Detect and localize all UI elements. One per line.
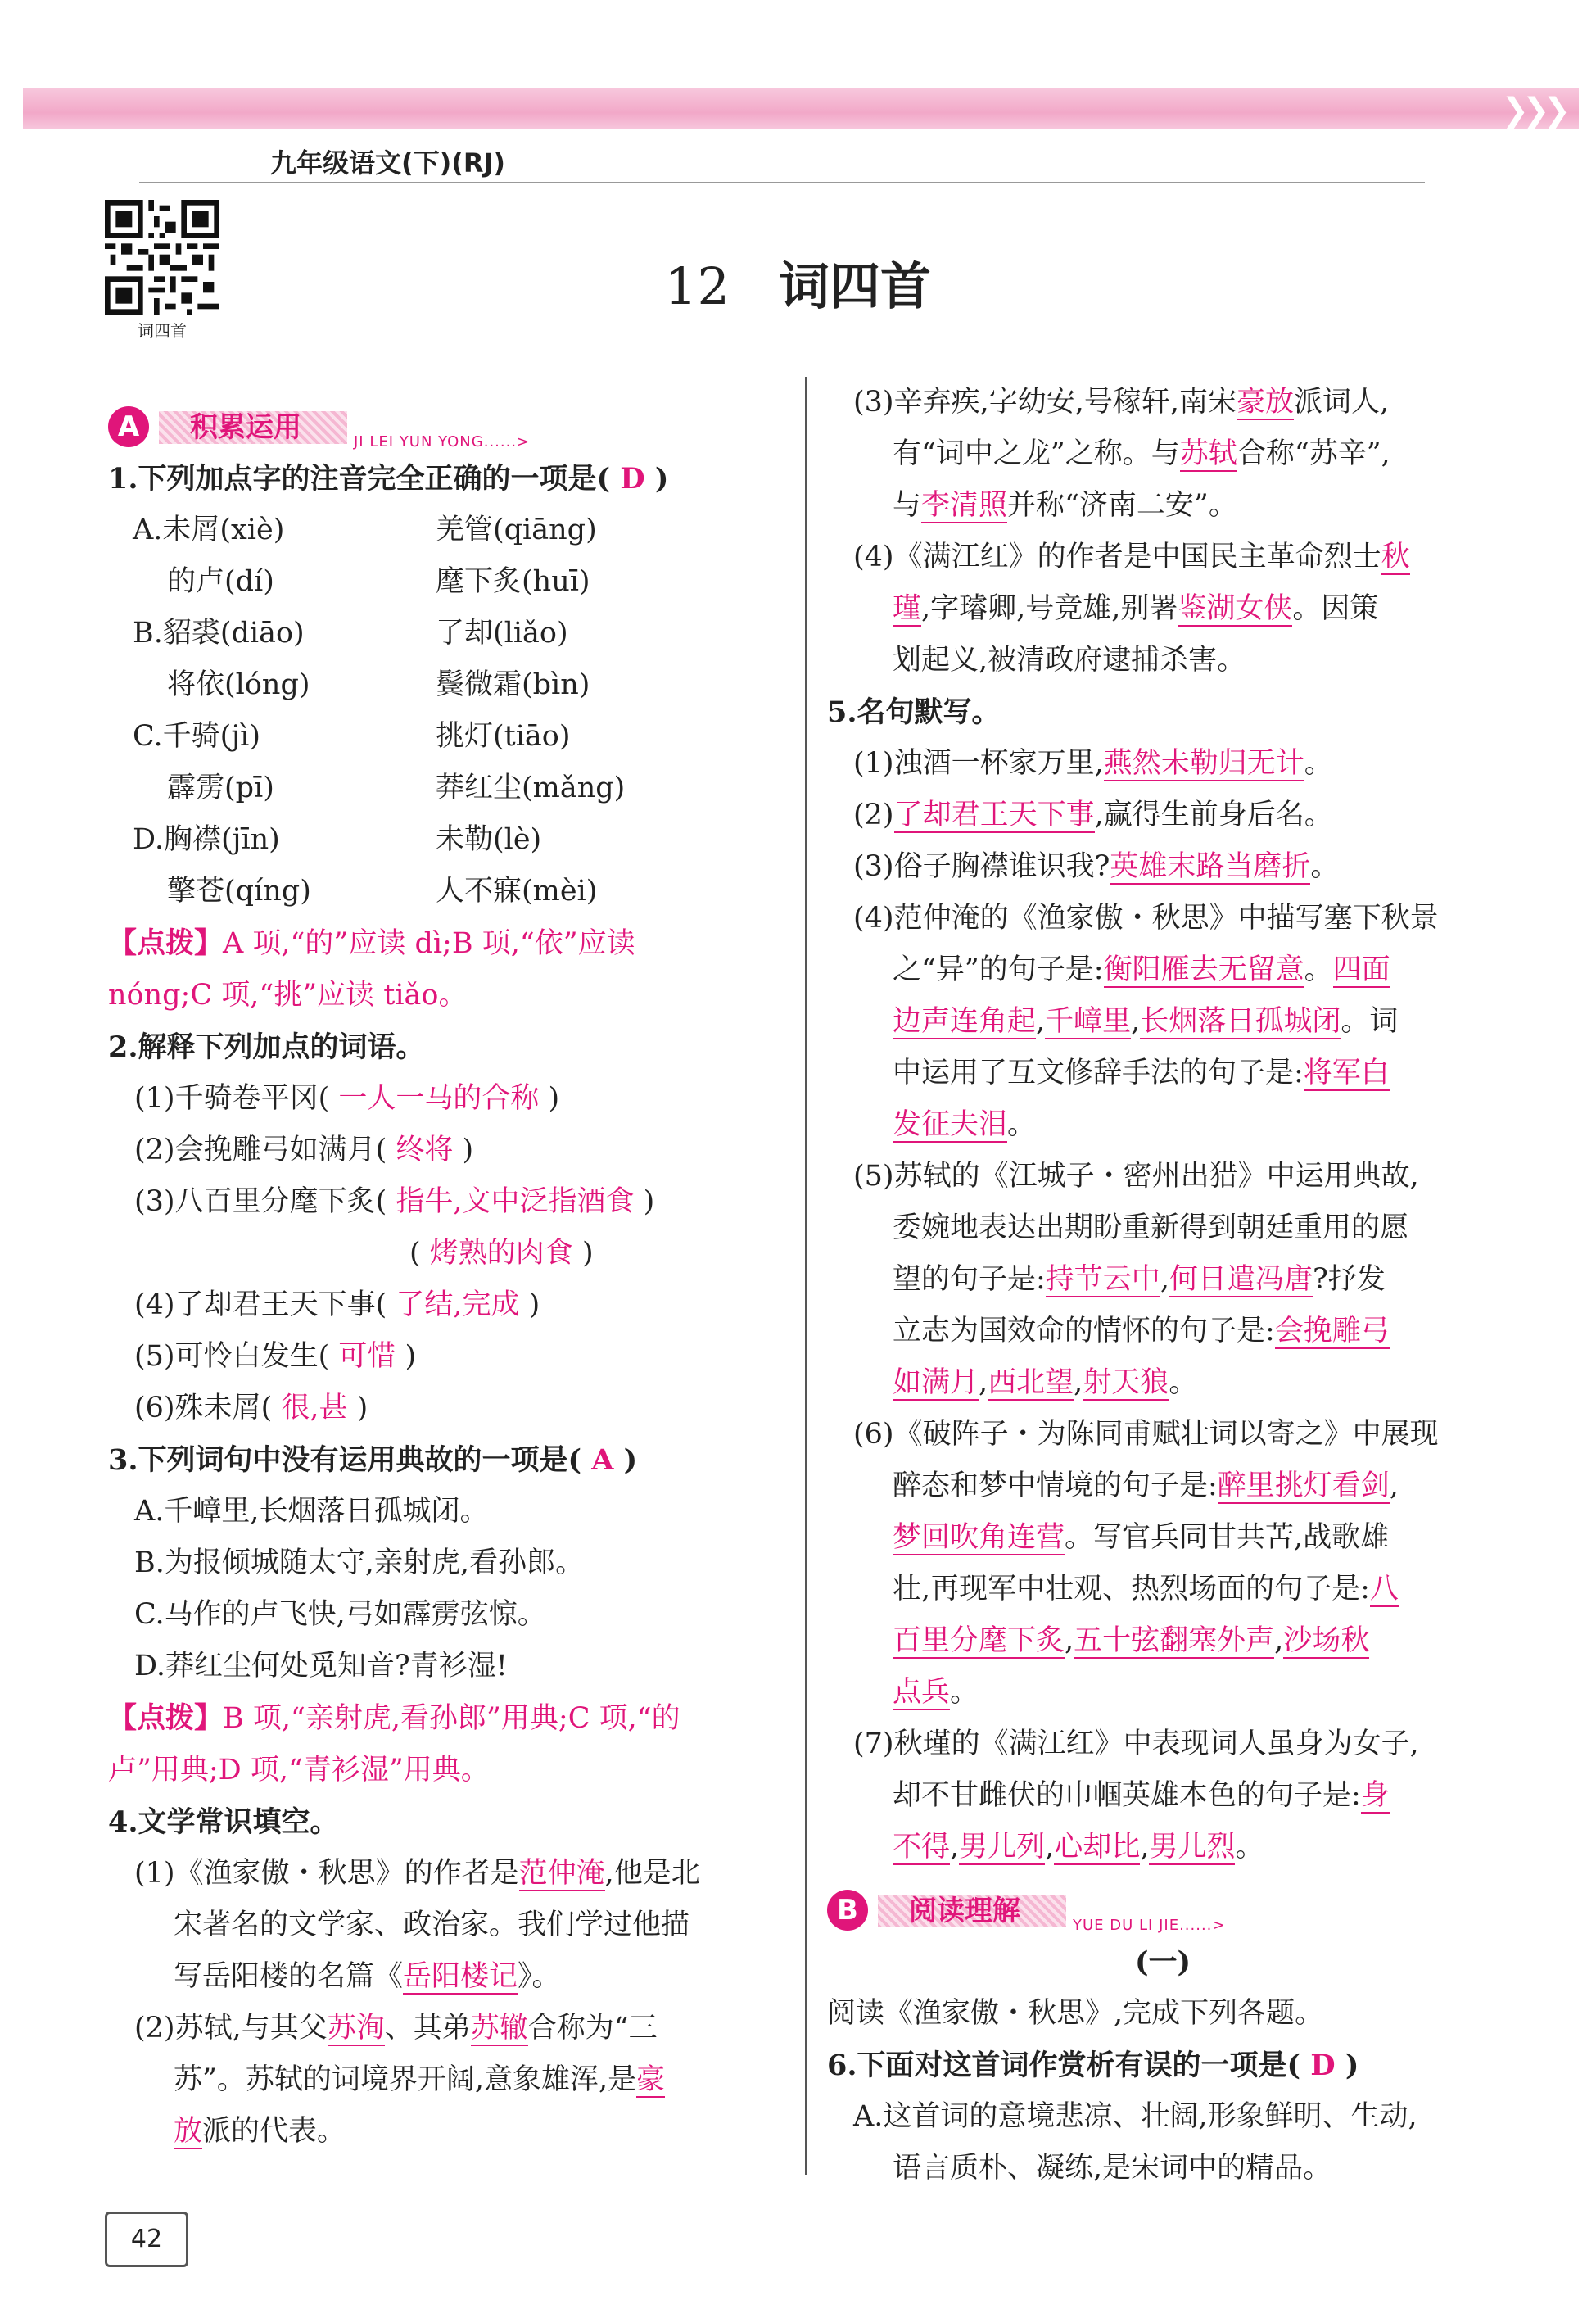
q2-item [108,1176,780,1228]
q1-option: 未勒(lè) [436,823,542,856]
tip-tag: 【点拨】 [108,926,224,960]
q2-stem: 2.解释下列加点的词语。 [108,1030,425,1064]
q5-item-cont [827,996,1499,1048]
q1-option: 了却(liǎo) [436,617,568,650]
fill-answer: 不得 [893,1831,951,1863]
q4-item-cont [827,428,1499,480]
q2-close: ) [643,1185,655,1218]
q4-item [108,2003,780,2054]
q5-item-cont [827,1099,1499,1151]
q4-item-cont: 宋著名的文学家、政治家。我们学过他描 [174,1909,690,1941]
text: 。写官兵同甘共苦,战歌雄 [1065,1521,1390,1554]
text: , [1036,1005,1046,1038]
q1-option: 的卢(dí) [167,565,274,598]
tip-tag: 【点拨】 [108,1701,224,1735]
fill-answer: 男儿列 [959,1831,1046,1863]
fill-answer: 英雄末路当磨折 [1110,850,1311,883]
text: ,字璿卿,号竞雄,别署 [921,592,1178,625]
text: 合称“苏辛”, [1237,437,1390,470]
q5-item-cont [827,1512,1499,1564]
fill-answer: 长烟落日孤城闭 [1140,1005,1341,1038]
q4-item [827,532,1499,583]
text: (1)《渔家傲・秋思》的作者是 [134,1857,519,1890]
text: 并称“济南二安”。 [1007,489,1237,522]
q6-close: ) [1345,2049,1359,2082]
q5-item-cont [827,1460,1499,1512]
text: , [1389,1469,1399,1502]
text: , [979,1366,988,1399]
fill-answer: 豪 [636,2063,666,2096]
text: 派词人, [1293,386,1390,419]
q1-stem-text: 1.下列加点字的注音完全正确的一项是( [108,462,611,496]
q2-prompt: (6)殊未屑( [134,1392,273,1424]
q1-tip-cont: nóng;C 项,“挑”应读 tiǎo。 [108,979,468,1012]
q3-option: C.马作的卢飞快,弓如霹雳弦惊。 [134,1598,546,1631]
q5-item-cont [827,1564,1499,1615]
chevron-decoration-icon: ❯❯❯ [1501,92,1564,129]
q5-item [827,738,1499,790]
q2-item [108,1125,780,1176]
fill-answer: 四面 [1332,953,1390,986]
q2-close: ) [356,1392,368,1424]
fill-answer: 会挽雕弓 [1274,1315,1390,1347]
q3-tip-cont: 卢”用典;D 项,“青衫湿”用典。 [108,1754,490,1786]
q2-answer: 指牛,文中泛指酒食 [396,1185,635,1218]
q4-item [108,1848,780,1900]
fill-answer: 豪放 [1236,386,1294,419]
text: , [1065,1624,1074,1657]
fill-answer: 八 [1369,1573,1399,1605]
text: , [1140,1831,1150,1863]
q5-item-cont [827,1306,1499,1357]
q4-item-cont [108,2106,780,2158]
q2-item [108,1228,780,1279]
fill-answer: 衡阳雁去无留意 [1103,953,1304,986]
q3-tip [108,1692,780,1745]
text: , [1131,1005,1141,1038]
fill-answer: 秋 [1381,541,1410,573]
q2-prompt: (3)八百里分麾下炙( [134,1185,387,1218]
fill-answer: 岳阳楼记 [403,1960,518,1993]
page-header [139,136,1425,183]
q1-option: 人不寐(mèi) [436,875,598,908]
fill-answer: 心却比 [1054,1831,1141,1863]
q2-item [108,1331,780,1383]
fill-answer: 持节云中 [1045,1263,1160,1296]
text: (3)俗子胸襟谁识我? [853,850,1110,883]
text: (4)《满江红》的作者是中国民主革命烈士 [853,541,1381,573]
q1-option: 麾下炙(huī) [436,565,590,598]
fill-answer: 千嶂里 [1045,1005,1132,1038]
q1-answer: D [620,462,645,496]
text: 。 [1310,850,1340,883]
q1-row [108,711,780,763]
q5-item-cont [827,1048,1499,1099]
text: 合称为“三 [527,2012,658,2045]
q1-option: 将依(lóng) [167,668,310,701]
text: 望的句子是: [893,1263,1046,1296]
top-banner [23,88,1579,129]
q2-close: ) [581,1237,594,1270]
q6-option: A.这首词的意境悲凉、壮阔,形象鲜明、生动, [853,2100,1417,2133]
q5-item-cont [827,1254,1499,1306]
section-b-badge: B [827,1890,868,1931]
text: 。词 [1341,1005,1399,1038]
q6-stem [827,2040,1499,2091]
right-column [827,377,1499,2194]
q5-item-cont [827,1667,1499,1718]
text: (3)辛弃疾,字幼安,号稼轩,南宋 [853,386,1237,419]
q4-item-cont [108,1951,780,2003]
q1-row [108,505,780,556]
fill-answer: 范仲淹 [518,1857,605,1890]
text: 中运用了互文修辞手法的句子是: [893,1057,1304,1089]
fill-answer: 苏洵 [327,2012,385,2045]
fill-answer: 射天狼 [1083,1366,1169,1399]
text: 。 [1304,747,1333,780]
q1-option: A.未屑(xiè) [133,514,285,546]
section-a-badge: A [108,406,149,447]
q1-row [108,608,780,659]
fill-answer: 苏轼 [1179,437,1237,470]
q2-prompt: (5)可怜白发生( [134,1340,330,1373]
q1-row [108,763,780,814]
text: 写岳阳楼的名篇《 [174,1960,404,1993]
fill-answer: 将军白 [1303,1057,1390,1089]
fill-answer: 梦回吹角连营 [893,1521,1065,1554]
q2-answer: 了结,完成 [396,1288,520,1321]
fill-answer: 沙场秋 [1283,1624,1370,1657]
text: 。 [1235,1831,1264,1863]
q1-option: 霹雳(pī) [167,772,274,804]
q1-option: D.胸襟(jīn) [133,823,280,856]
text: , [1160,1263,1169,1296]
text: 与 [893,489,922,522]
q1-option: 挑灯(tiāo) [436,720,571,753]
q1-option: C.千骑(jì) [133,720,261,753]
q2-close: ) [462,1134,474,1166]
q5-item-cont: 委婉地表达出期盼重新得到朝廷重用的愿 [893,1211,1409,1244]
qr-caption: 词四首 [138,321,187,341]
q2-prompt: ( [409,1237,421,1270]
q1-option: 鬓微霜(bìn) [436,668,590,701]
fill-answer: 李清照 [921,489,1008,522]
q3-option: D.莽红尘何处觅知音?青衫湿! [134,1650,508,1682]
q5-item: (6)《破阵子・为陈同甫赋壮词以寄之》中展现 [853,1418,1439,1451]
q1-row [108,659,780,711]
fill-answer: 何日遣冯唐 [1169,1263,1313,1296]
fill-answer: 如满月 [893,1366,979,1399]
q1-option: 擎苍(qíng) [167,875,311,908]
reading-part-heading: (一) [1134,1945,1191,1979]
fill-answer: 五十弦翻塞外声 [1074,1624,1275,1657]
q4-item-cont: 划起义,被清政府逮捕杀害。 [893,644,1246,677]
q5-item-cont [827,944,1499,996]
q1-row [108,866,780,917]
text: 。 [1304,953,1333,986]
section-b-pinyin: YUE DU LI JIE......> [1073,1917,1226,1934]
text: 。 [1007,1108,1037,1141]
text: 却不甘雌伏的巾帼英雄本色的句子是: [893,1779,1361,1812]
q5-item [827,790,1499,841]
q2-item [108,1279,780,1331]
text: , [950,1831,960,1863]
q3-stem-text: 3.下列词句中没有运用典故的一项是( [108,1443,582,1477]
tip-text: A 项,“的”应读 dì;B 项,“依”应读 [223,927,635,960]
fill-answer: 鉴湖女侠 [1178,592,1293,625]
fill-answer: 点兵 [893,1676,951,1709]
text: 苏”。苏轼的词境界开阔,意象雄浑,是 [174,2063,637,2096]
fill-answer: 放 [174,2115,203,2148]
q2-prompt: (2)会挽雕弓如满月( [134,1134,387,1166]
fill-answer: 身 [1360,1779,1390,1812]
section-a-pinyin: JI LEI YUN YONG......> [354,433,531,451]
q1-close: ) [654,462,669,496]
q3-option: B.为报倾城随太守,亲射虎,看孙郎。 [134,1546,585,1579]
q6-answer: D [1310,2049,1336,2082]
text: 》。 [518,1960,561,1993]
section-a-header [108,401,780,453]
q2-prompt: (4)了却君王天下事( [134,1288,387,1321]
q2-close: ) [548,1082,560,1115]
reading-intro: 阅读《渔家傲・秋思》,完成下列各题。 [827,1997,1324,2030]
q5-item-cont [827,1357,1499,1409]
q1-option: B.貂裘(diāo) [133,617,305,650]
q1-row [108,556,780,608]
q3-stem [108,1434,780,1486]
text: 立志为国效命的情怀的句子是: [893,1315,1275,1347]
text: 有“词中之龙”之称。与 [893,437,1180,470]
text: , [1274,1624,1284,1657]
text: 之“异”的句子是: [893,953,1104,986]
fill-answer: 边声连角起 [893,1005,1037,1038]
text: ,赢得生前身后名。 [1094,799,1333,831]
q2-answer: 一人一马的合称 [338,1082,540,1115]
column-divider [805,377,807,2175]
text: 、其弟 [384,2012,471,2045]
section-b-header [827,1885,1499,1936]
q2-prompt: (1)千骑卷平冈( [134,1082,330,1115]
q2-close: ) [405,1340,417,1373]
fill-answer: 西北望 [988,1366,1074,1399]
q2-item [108,1383,780,1434]
book-title: 九年级语文(下)(RJ) [270,147,506,179]
q2-answer: 很,甚 [281,1392,348,1424]
q4-item-cont [108,2054,780,2106]
text: 。 [1169,1366,1198,1399]
fill-answer: 发征夫泪 [893,1108,1008,1141]
tip-text: B 项,“亲射虎,看孙郎”用典;C 项,“的 [223,1702,680,1735]
q5-item: (5)苏轼的《江城子・密州出猎》中运用典故, [853,1160,1419,1193]
lesson-title [0,246,1596,319]
lesson-name: 词四首 [778,256,931,316]
q2-item [108,1073,780,1125]
q1-tip [108,917,780,970]
fill-answer: 男儿烈 [1149,1831,1236,1863]
q3-close: ) [623,1443,638,1477]
text: (2) [853,799,894,831]
q6-option-cont: 语言质朴、凝练,是宋词中的精品。 [893,2152,1332,2185]
q5-item: (4)范仲淹的《渔家傲・秋思》中描写塞下秋景 [853,902,1439,935]
section-b-label: 阅读理解 [909,1895,1020,1927]
left-column [108,401,780,2158]
q1-option: 莽红尘(mǎng) [436,772,626,804]
q4-item [827,377,1499,428]
fill-answer: 瑾 [893,592,922,625]
page-number: 42 [105,2212,188,2267]
q2-answer: 可惜 [338,1340,396,1373]
q5-item-cont [827,1615,1499,1667]
q5-item-cont [827,1822,1499,1873]
fill-answer: 燕然未勒归无计 [1103,747,1304,780]
q3-answer: A [591,1443,614,1477]
q6-stem-text: 6.下面对这首词作赏析有误的一项是( [827,2049,1301,2082]
lesson-number: 12 [665,256,730,316]
text: (2)苏轼,与其父 [134,2012,328,2045]
q2-answer: 烤熟的肉食 [429,1237,573,1270]
q1-row [108,814,780,866]
q4-item-cont [827,583,1499,635]
fill-answer: 苏辙 [470,2012,528,2045]
text: 派的代表。 [202,2115,346,2148]
section-a-label: 积累运用 [190,411,301,444]
q5-item: (7)秋瑾的《满江红》中表现词人虽身为女子, [853,1728,1419,1760]
fill-answer: 醉里挑灯看剑 [1217,1469,1390,1502]
fill-answer: 百里分麾下炙 [893,1624,1065,1657]
text: ,他是北 [604,1857,700,1890]
fill-answer: 了却君王天下事 [893,799,1095,831]
text: 壮,再现军中壮观、热烈场面的句子是: [893,1573,1370,1605]
q5-stem: 5.名句默写。 [827,695,1001,729]
text: ?抒发 [1312,1263,1386,1296]
q4-item-cont [827,480,1499,532]
q5-item [827,841,1499,893]
text: , [1045,1831,1055,1863]
text: 。因策 [1292,592,1379,625]
q2-answer: 终将 [396,1134,454,1166]
text: 醉态和梦中情境的句子是: [893,1469,1218,1502]
q3-option: A.千嶂里,长烟落日孤城闭。 [134,1495,489,1528]
text: 。 [950,1676,979,1709]
text: (1)浊酒一杯家万里, [853,747,1104,780]
q4-stem: 4.文学常识填空。 [108,1805,339,1839]
q2-close: ) [528,1288,540,1321]
q5-item-cont [827,1770,1499,1822]
text: , [1074,1366,1083,1399]
q1-option: 羌管(qiāng) [436,514,597,546]
